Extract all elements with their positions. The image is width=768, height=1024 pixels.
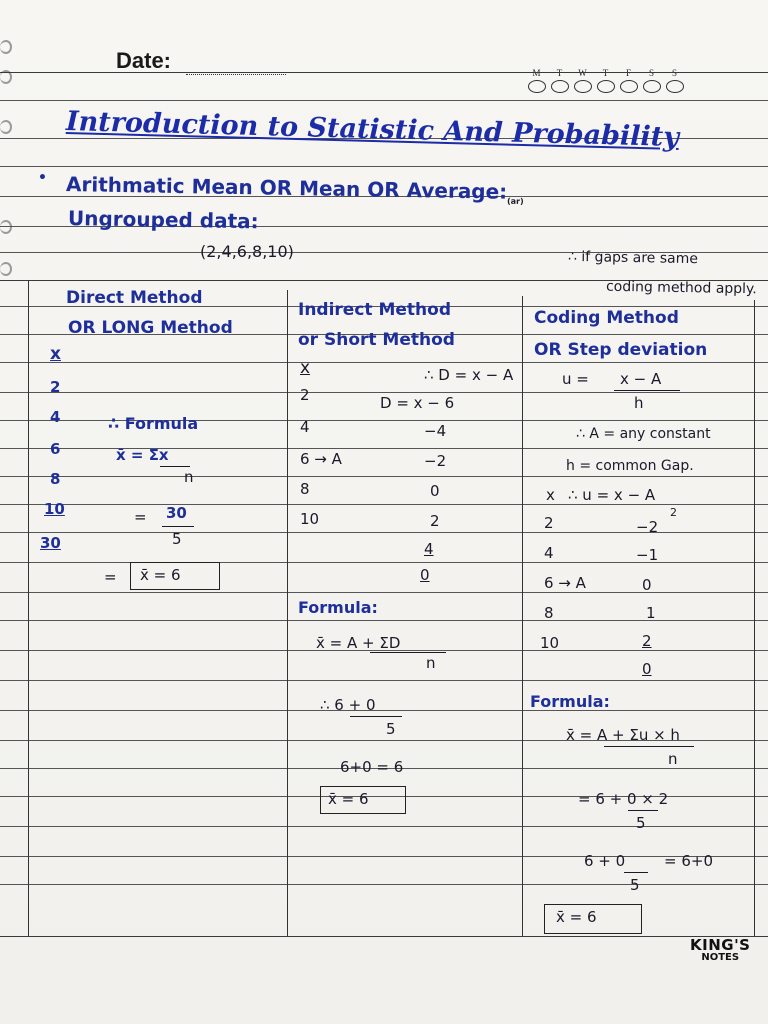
coding-h-note: h = common Gap. (566, 458, 694, 474)
column-divider (522, 296, 523, 936)
coding-method-heading: Coding Method (534, 308, 679, 328)
weekday-letter: T (556, 68, 563, 78)
dataset: (2,4,6,8,10) (200, 242, 294, 261)
column-divider (287, 290, 288, 936)
indirect-d-value: −4 (424, 422, 447, 440)
weekday-letter: M (532, 68, 541, 78)
ruled-line (0, 826, 768, 827)
direct-x-value: 6 (50, 440, 61, 458)
page-title: Introduction to Statistic And Probability (65, 106, 680, 154)
indirect-x-value: 4 (300, 418, 310, 436)
coding-step-2: 6 + 0 (584, 852, 626, 870)
ruled-line (0, 884, 768, 885)
brand-logo (690, 938, 750, 963)
table-bottom-rule (0, 936, 768, 937)
indirect-calculation: 6+0 = 6 (340, 758, 404, 776)
coding-table-x-head: x (546, 486, 555, 504)
coding-step-1-denominator: 5 (636, 814, 646, 832)
direct-x-value: 10 (44, 500, 65, 518)
spiral-ring (0, 262, 12, 276)
direct-step-denominator: 5 (172, 530, 182, 548)
coding-u-denominator: h (634, 394, 644, 412)
direct-method-heading: Direct Method (66, 288, 203, 308)
ruled-line (0, 72, 768, 73)
direct-x-label: x (50, 344, 61, 364)
indirect-x-value: 2 (300, 386, 310, 404)
coding-step-2-rhs: = 6+0 (664, 852, 713, 870)
indirect-d-value: 0 (430, 482, 440, 500)
coding-x-value: 10 (540, 634, 560, 652)
fraction-bar (370, 652, 446, 653)
indirect-substitution-denominator: 5 (386, 720, 396, 738)
coding-u-value: 1 (646, 604, 656, 622)
direct-formula-label: ∴ Formula (108, 414, 199, 433)
fraction-bar (614, 390, 680, 391)
coding-x-value: 2 (544, 514, 554, 532)
coding-a-note: ∴ A = any constant (576, 426, 711, 442)
indirect-x-value: 8 (300, 480, 310, 498)
coding-formula-denominator: n (668, 750, 678, 768)
indirect-d-heading: D = x − 6 (380, 394, 455, 412)
coding-u-sum: 0 (642, 660, 652, 678)
indirect-method-heading: Indirect Method (298, 300, 451, 320)
direct-result-equals: = (104, 568, 117, 586)
indirect-d-value: 2 (430, 512, 440, 530)
indirect-x-value: 10 (300, 510, 320, 528)
coding-u-value: 2 (642, 632, 652, 650)
coding-x-value: 6 → A (544, 574, 586, 592)
indirect-d-value: −2 (424, 452, 447, 470)
topic-heading-note: (ar) (506, 196, 524, 206)
weekday-letter: T (602, 68, 609, 78)
direct-formula: x̄ = Σx (116, 446, 169, 464)
ruled-line (0, 680, 768, 681)
fraction-bar (624, 872, 648, 873)
fraction-bar (162, 526, 194, 527)
date-line (186, 74, 286, 75)
fraction-bar (604, 746, 694, 747)
ruled-line (0, 592, 768, 593)
indirect-substitution: ∴ 6 + 0 (320, 696, 376, 714)
indirect-formula-label: Formula: (298, 598, 378, 617)
weekday-circle (620, 80, 638, 93)
indirect-result: x̄ = 6 (328, 790, 369, 808)
direct-step-numerator: 30 (166, 504, 187, 522)
spiral-ring (0, 120, 12, 134)
coding-u-value: −2 (636, 518, 659, 536)
weekday-circle (597, 80, 615, 93)
indirect-d-definition: ∴ D = x − A (424, 366, 514, 384)
topic-heading-text: Arithmatic Mean OR Mean OR Average: (65, 172, 508, 204)
weekday-circle (551, 80, 569, 93)
direct-x-value: 4 (50, 408, 61, 426)
indirect-d-sum: 0 (420, 566, 430, 584)
ruled-line (0, 856, 768, 857)
table-border-right (754, 300, 755, 936)
indirect-d-value: 4 (424, 540, 434, 558)
coding-table-u-denominator: 2 (670, 506, 677, 519)
coding-result: x̄ = 6 (556, 908, 597, 926)
coding-note-line-2: coding method apply. (605, 278, 757, 298)
brand-line-1: KING'S (690, 936, 751, 954)
fraction-bar (350, 716, 402, 717)
coding-x-value: 8 (544, 604, 554, 622)
coding-method-subheading: OR Step deviation (534, 340, 708, 360)
weekday-letter: S (648, 68, 654, 78)
direct-result: x̄ = 6 (140, 566, 181, 584)
direct-formula-denominator: n (184, 468, 194, 486)
ruled-line (0, 476, 768, 477)
coding-u-value: −1 (636, 546, 659, 564)
ruled-line (0, 100, 768, 101)
ruled-line (0, 362, 768, 363)
spiral-ring (0, 220, 12, 234)
fraction-bar (160, 466, 190, 467)
date-label: Date: (116, 48, 172, 73)
brand-line-2: NOTES (701, 952, 740, 963)
coding-u-definition: u = (562, 370, 589, 388)
weekday-letter: S (671, 68, 677, 78)
indirect-x-label: x (300, 358, 311, 378)
coding-x-value: 4 (544, 544, 554, 562)
weekday-letter: W (578, 68, 587, 78)
coding-u-numerator: x − A (620, 370, 662, 388)
table-border-left (28, 280, 29, 936)
coding-formula: x̄ = A + Σu × h (566, 726, 680, 744)
ruled-line (0, 710, 768, 711)
ruled-line (0, 392, 768, 393)
coding-u-value: 0 (642, 576, 652, 594)
indirect-formula: x̄ = A + ΣD (316, 634, 401, 652)
fraction-bar (628, 810, 658, 811)
coding-table-u-head: ∴ u = x − A (568, 486, 656, 504)
spiral-ring (0, 40, 12, 54)
weekday-circle (528, 80, 546, 93)
direct-x-value: 8 (50, 470, 61, 488)
direct-x-value: 2 (50, 378, 61, 396)
topic-heading (66, 172, 524, 206)
bullet: • (38, 170, 47, 186)
coding-step-1: = 6 + 0 × 2 (578, 790, 669, 808)
coding-formula-label: Formula: (530, 692, 610, 711)
ruled-line (0, 504, 768, 505)
weekday-circle (666, 80, 684, 93)
direct-method-subheading: OR LONG Method (68, 318, 233, 338)
direct-x-sum: 30 (40, 534, 61, 552)
weekday-circle (574, 80, 592, 93)
weekday-letter: F (625, 68, 631, 78)
ruled-line (0, 166, 768, 167)
indirect-x-value: 6 → A (300, 450, 342, 468)
weekday-circle (643, 80, 661, 93)
coding-note-line-1: ∴ if gaps are same (567, 248, 699, 268)
section-heading: Ungrouped data: (67, 206, 259, 234)
indirect-method-subheading: or Short Method (298, 330, 455, 350)
indirect-formula-denominator: n (426, 654, 436, 672)
direct-step-equals: = (134, 508, 147, 526)
coding-step-2-denominator: 5 (630, 876, 640, 894)
